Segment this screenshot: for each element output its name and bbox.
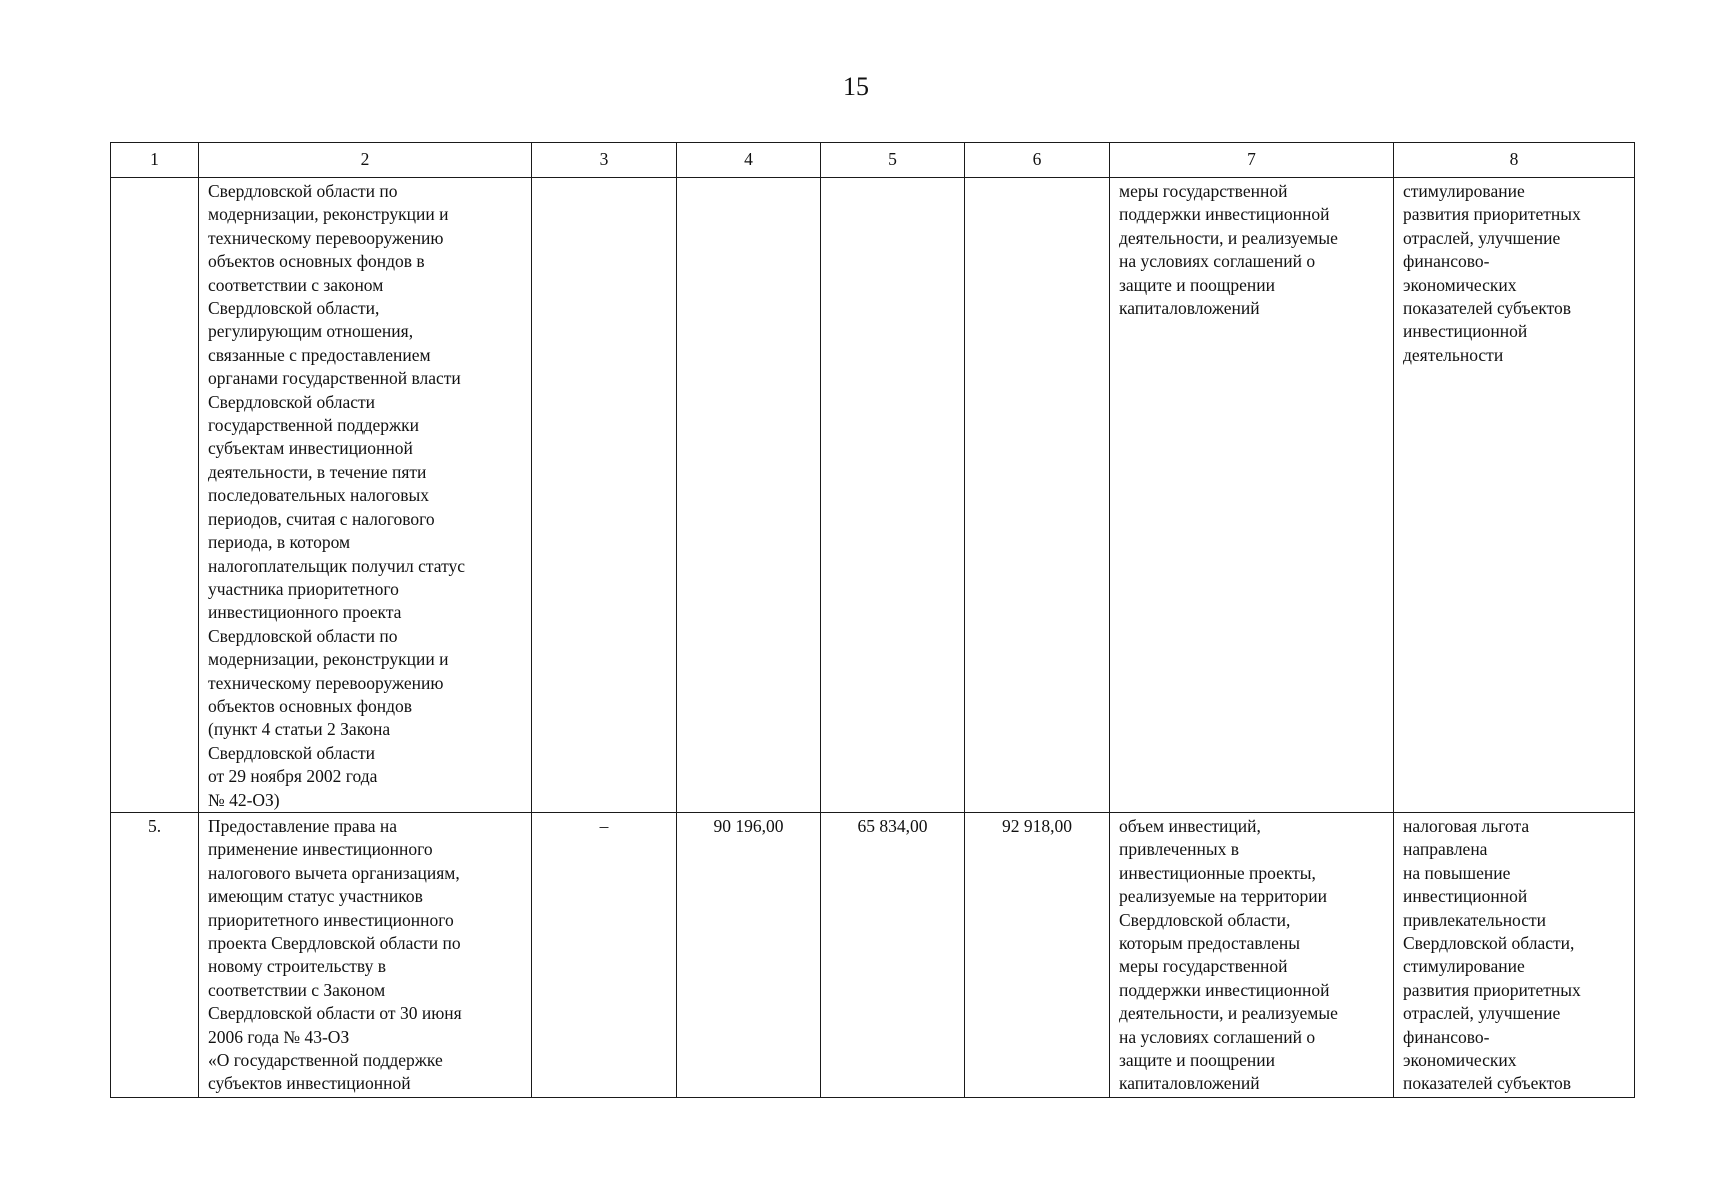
- text-line: Свердловской области по: [208, 625, 398, 646]
- text-line: инвестиционные проекты,: [1119, 862, 1316, 883]
- description-text: [208, 180, 523, 812]
- value-cell-3: –: [532, 813, 677, 1098]
- text-line: регулирующим отношения,: [208, 321, 414, 342]
- header-cell-5: 5: [821, 143, 965, 178]
- text-line: деятельности, и реализуемые: [1119, 227, 1338, 248]
- goal-text: [1403, 180, 1626, 367]
- text-line: объектов основных фондов в: [208, 251, 425, 272]
- text-line: экономических: [1403, 1050, 1517, 1071]
- header-cell-1: 1: [111, 143, 199, 178]
- text-line: приоритетного инвестиционного: [208, 909, 454, 930]
- text-line: объем инвестиций,: [1119, 816, 1261, 836]
- text-line: экономических: [1403, 274, 1517, 295]
- text-line: защите и поощрении: [1119, 274, 1276, 295]
- text-line: проекта Свердловской области по: [208, 933, 461, 954]
- text-line: реализуемые на территории: [1119, 886, 1327, 907]
- text-line: инвестиционного проекта: [208, 602, 402, 623]
- goal-cell: [1394, 813, 1635, 1098]
- text-line: стимулирование: [1403, 181, 1525, 201]
- text-line: финансово-: [1403, 1026, 1490, 1047]
- description-text: [208, 815, 523, 1096]
- text-line: направлена: [1403, 839, 1488, 860]
- text-line: отраслей, улучшение: [1403, 227, 1561, 248]
- value-cell-6: 92 918,00: [965, 813, 1110, 1098]
- text-line: субъектам инвестиционной: [208, 438, 413, 459]
- text-line: развития приоритетных: [1403, 979, 1581, 1000]
- text-line: Свердловской области: [208, 391, 376, 412]
- text-line: модернизации, реконструкции и: [208, 649, 449, 670]
- text-line: меры государственной: [1119, 956, 1288, 977]
- value-cell-5: 65 834,00: [821, 813, 965, 1098]
- table-row: [111, 813, 1635, 1098]
- text-line: Свердловской области от 30 июня: [208, 1003, 462, 1024]
- text-line: на условиях соглашений о: [1119, 1026, 1316, 1047]
- indicator-text: [1119, 815, 1385, 1096]
- text-line: техническому перевооружению: [208, 672, 444, 693]
- page-number: 15: [843, 72, 869, 101]
- value-cell-4: [677, 178, 821, 813]
- value-cell-4: 90 196,00: [677, 813, 821, 1098]
- text-line: меры государственной: [1119, 181, 1288, 201]
- text-line: Свердловской области,: [1119, 909, 1291, 930]
- text-line: финансово-: [1403, 251, 1490, 272]
- text-line: деятельности: [1403, 344, 1504, 365]
- text-line: техническому перевооружению: [208, 227, 444, 248]
- indicator-cell: [1110, 178, 1394, 813]
- text-line: Свердловской области,: [208, 298, 380, 319]
- text-line: налогового вычета организациям,: [208, 862, 460, 883]
- text-line: последовательных налоговых: [208, 485, 429, 506]
- text-line: Свердловской области по: [208, 181, 398, 201]
- text-line: имеющим статус участников: [208, 886, 423, 907]
- indicator-text: [1119, 180, 1385, 320]
- text-line: деятельности, в течение пяти: [208, 461, 427, 482]
- text-line: поддержки инвестиционной: [1119, 204, 1330, 225]
- header-cell-3: 3: [532, 143, 677, 178]
- text-line: участника приоритетного: [208, 578, 399, 599]
- text-line: № 42-ОЗ): [208, 789, 280, 810]
- text-line: капиталовложений: [1119, 1073, 1260, 1094]
- description-cell: [199, 813, 532, 1098]
- text-line: защите и поощрении: [1119, 1050, 1276, 1071]
- indicator-cell: [1110, 813, 1394, 1098]
- text-line: Свердловской области: [208, 742, 376, 763]
- text-line: на условиях соглашений о: [1119, 251, 1316, 272]
- text-line: привлекательности: [1403, 909, 1547, 930]
- text-line: модернизации, реконструкции и: [208, 204, 449, 225]
- text-line: органами государственной власти: [208, 368, 461, 389]
- text-line: капиталовложений: [1119, 298, 1260, 319]
- text-line: показателей субъектов: [1403, 1073, 1572, 1094]
- goal-cell: [1394, 178, 1635, 813]
- row-number-cell: 5.: [111, 813, 199, 1098]
- text-line: поддержки инвестиционной: [1119, 979, 1330, 1000]
- text-line: инвестиционной: [1403, 886, 1528, 907]
- text-line: которым предоставлены: [1119, 933, 1301, 954]
- text-line: налоговая льгота: [1403, 816, 1530, 836]
- header-cell-4: 4: [677, 143, 821, 178]
- text-line: периодов, считая с налогового: [208, 508, 435, 529]
- text-line: показателей субъектов: [1403, 298, 1572, 319]
- text-line: привлеченных в: [1119, 839, 1240, 860]
- description-cell: [199, 178, 532, 813]
- text-line: периода, в котором: [208, 532, 351, 553]
- text-line: инвестиционной: [1403, 321, 1528, 342]
- header-cell-7: 7: [1110, 143, 1394, 178]
- header-row: [111, 143, 1635, 178]
- text-line: от 29 ноября 2002 года: [208, 766, 378, 787]
- text-line: государственной поддержки: [208, 415, 419, 436]
- text-line: развития приоритетных: [1403, 204, 1581, 225]
- text-line: отраслей, улучшение: [1403, 1003, 1561, 1024]
- data-table: [110, 142, 1635, 1098]
- header-cell-8: 8: [1394, 143, 1635, 178]
- text-line: Предоставление права на: [208, 816, 398, 836]
- text-line: объектов основных фондов: [208, 695, 413, 716]
- value-cell-5: [821, 178, 965, 813]
- text-line: (пункт 4 статьи 2 Закона: [208, 719, 391, 740]
- goal-text: [1403, 815, 1626, 1096]
- table-row: [111, 178, 1635, 813]
- text-line: соответствии с Законом: [208, 979, 386, 1000]
- text-line: новому строительству в: [208, 956, 386, 977]
- text-line: «О государственной поддержке: [208, 1050, 443, 1071]
- header-cell-2: 2: [199, 143, 532, 178]
- text-line: на повышение: [1403, 862, 1511, 883]
- text-line: субъектов инвестиционной: [208, 1073, 411, 1094]
- row-number-cell: [111, 178, 199, 813]
- header-cell-6: 6: [965, 143, 1110, 178]
- text-line: 2006 года № 43-ОЗ: [208, 1026, 350, 1047]
- value-cell-3: [532, 178, 677, 813]
- text-line: налогоплательщик получил статус: [208, 555, 466, 576]
- text-line: деятельности, и реализуемые: [1119, 1003, 1338, 1024]
- text-line: Свердловской области,: [1403, 933, 1575, 954]
- text-line: применение инвестиционного: [208, 839, 433, 860]
- value-cell-6: [965, 178, 1110, 813]
- text-line: стимулирование: [1403, 956, 1525, 977]
- text-line: соответствии с законом: [208, 274, 384, 295]
- text-line: связанные с предоставлением: [208, 344, 431, 365]
